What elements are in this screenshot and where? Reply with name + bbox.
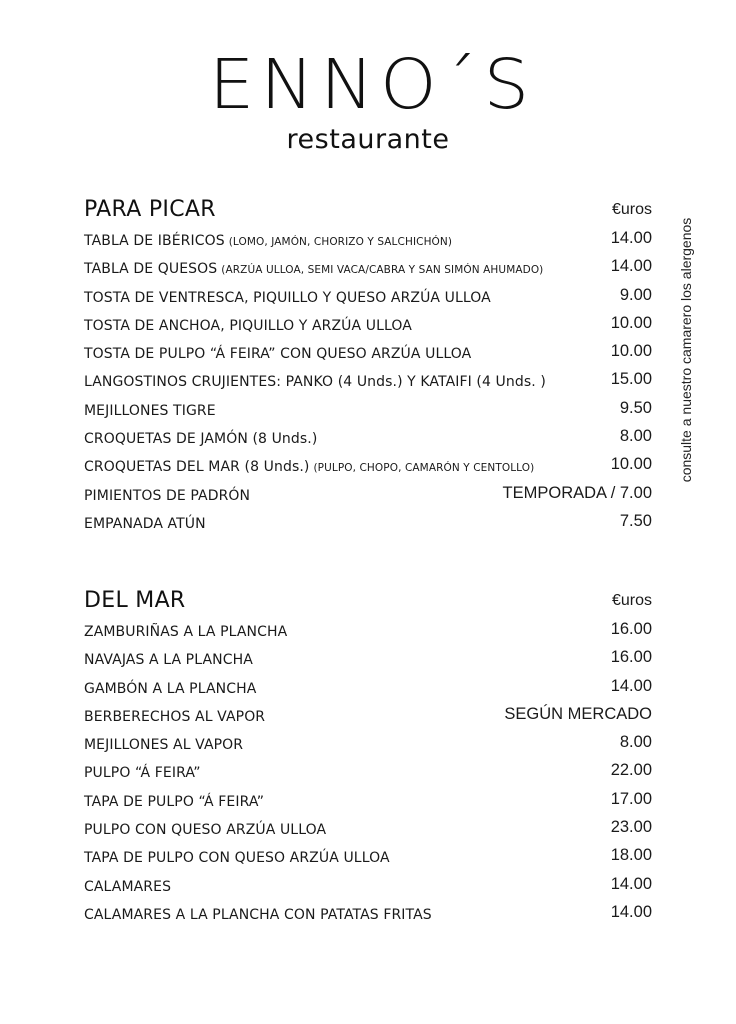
- menu-item-title: EMPANADA ATÚN: [84, 515, 206, 532]
- menu-item-title: MEJILLONES AL VAPOR: [84, 737, 244, 754]
- menu-item-name: [84, 289, 491, 307]
- menu-item: [84, 254, 652, 282]
- menu-item: [84, 872, 652, 900]
- menu-item-price: 10.00: [610, 455, 652, 474]
- menu-item-price: 23.00: [610, 818, 652, 837]
- menu-item-name: [84, 651, 253, 669]
- menu-item: [84, 730, 652, 758]
- menu-item: [84, 396, 652, 424]
- menu-item-name: [84, 764, 201, 782]
- menu-item-title: LANGOSTINOS CRUJIENTES: PANKO (4 Unds.) Y KATAIFI (4 Unds. ): [84, 374, 546, 391]
- menu-item-name: [84, 515, 206, 533]
- menu-item: [84, 702, 652, 730]
- menu-item: [84, 226, 652, 254]
- menu-item: [84, 900, 652, 928]
- menu-item-title: TAPA DE PULPO “Á FEIRA”: [84, 793, 265, 810]
- menu-item-price: 14.00: [610, 676, 652, 695]
- menu-item-name: [84, 623, 287, 641]
- menu-item-name: [84, 458, 534, 477]
- restaurant-name: ENNO´S: [208, 44, 536, 124]
- menu-item-title: GAMBÓN A LA PLANCHA: [84, 680, 257, 697]
- menu-item-price: SEGÚN MERCADO: [504, 704, 652, 723]
- section-header: [84, 587, 652, 617]
- menu-item: [84, 339, 652, 367]
- menu-item: [84, 758, 652, 786]
- menu-item-name: [84, 402, 216, 420]
- menu-item-title: TOSTA DE ANCHOA, PIQUILLO Y ARZÚA ULLOA: [84, 317, 412, 334]
- menu-item-name: [84, 232, 452, 251]
- menu-item: [84, 843, 652, 871]
- menu-item-title: CALAMARES: [84, 878, 172, 895]
- menu-item-title: TABLA DE IBÉRICOS: [84, 233, 225, 249]
- menu-item: [84, 424, 652, 452]
- menu-item-price: 14.00: [610, 874, 652, 893]
- menu-item-list: [84, 226, 652, 537]
- menu-item-price: TEMPORADA / 7.00: [502, 483, 652, 502]
- currency-label: €uros: [611, 592, 652, 609]
- allergen-notice: consulte a nuestro camarero los alergenos: [678, 217, 694, 483]
- menu-item-name: [84, 260, 543, 279]
- menu-item: [84, 509, 652, 537]
- menu-item-title: TOSTA DE PULPO “Á FEIRA” CON QUESO ARZÚA ULLOA: [84, 346, 472, 363]
- menu-item: [84, 311, 652, 339]
- menu-item-price: 16.00: [610, 620, 652, 638]
- menu-item-list: [84, 617, 652, 928]
- menu-item-title: NAVAJAS A LA PLANCHA: [84, 652, 253, 669]
- restaurant-subtitle: restaurante: [286, 124, 450, 155]
- menu-item-price: 14.00: [610, 229, 652, 247]
- section-header: [84, 196, 652, 226]
- menu-item: [84, 617, 652, 645]
- currency-label: €uros: [611, 201, 652, 218]
- menu-item: [84, 481, 652, 509]
- restaurant-logo: [0, 44, 736, 156]
- menu-item-price: 17.00: [610, 789, 652, 808]
- menu-item-name: [84, 430, 317, 448]
- menu-item-price: 22.00: [610, 761, 652, 780]
- menu-item-price: 14.00: [610, 257, 652, 276]
- section-title: DEL MAR: [84, 588, 186, 613]
- section-title: PARA PICAR: [84, 197, 216, 222]
- menu-item-title: TAPA DE PULPO CON QUESO ARZÚA ULLOA: [84, 850, 390, 867]
- menu-item-title: CROQUETAS DEL MAR (8 Unds.): [84, 459, 310, 476]
- menu-item-title: BERBERECHOS AL VAPOR: [84, 708, 266, 725]
- menu-item-price: 18.00: [610, 846, 652, 865]
- menu-item-name: [84, 878, 171, 896]
- menu-item-note: (ARZÚA ULLOA, SEMI VACA/CABRA Y SAN SIMÓN AHUMADO): [221, 264, 544, 277]
- menu-item-name: [84, 317, 412, 335]
- menu-item-price: 8.00: [619, 427, 652, 446]
- menu-item-title: PIMIENTOS DE PADRÓN: [84, 487, 251, 504]
- menu-item: [84, 815, 652, 843]
- menu-item-price: 10.00: [610, 313, 652, 332]
- menu-item-title: PULPO “Á FEIRA”: [84, 765, 201, 782]
- menu-item-price: 10.00: [610, 342, 652, 361]
- menu-item: [84, 367, 652, 395]
- menu-item-name: [84, 345, 471, 363]
- menu-item-name: [84, 821, 326, 839]
- menu-item-price: 16.00: [610, 648, 652, 667]
- menu-item-title: CROQUETAS DE JAMÓN (8 Unds.): [84, 431, 318, 448]
- menu-item-price: 9.00: [619, 285, 652, 304]
- menu-item-name: [84, 373, 546, 391]
- menu-item: [84, 452, 652, 480]
- menu-item-name: [84, 708, 265, 726]
- menu-item-name: [84, 680, 256, 698]
- menu-item-title: CALAMARES A LA PLANCHA CON PATATAS FRITAS: [84, 906, 432, 923]
- menu-item: [84, 674, 652, 702]
- menu-item-title: TOSTA DE VENTRESCA, PIQUILLO Y QUESO ARZÚA ULLOA: [84, 289, 491, 306]
- menu-item: [84, 645, 652, 673]
- menu-item-price: 15.00: [610, 370, 652, 389]
- menu-item-title: PULPO CON QUESO ARZÚA ULLOA: [84, 822, 327, 839]
- menu-item-note: (LOMO, JAMÓN, CHORIZO Y SALCHICHÓN): [228, 236, 453, 248]
- menu-item-price: 9.50: [619, 398, 652, 417]
- menu-item-price: 14.00: [610, 902, 652, 921]
- menu-section-del-mar: [84, 587, 652, 928]
- menu-item-name: [84, 849, 390, 867]
- menu-item-name: [84, 487, 250, 505]
- menu-item-title: ZAMBURIÑAS A LA PLANCHA: [84, 624, 288, 640]
- menu-item-note: (PULPO, CHOPO, CAMARÓN Y CENTOLLO): [313, 462, 535, 475]
- menu-item: [84, 283, 652, 311]
- menu-item: [84, 787, 652, 815]
- menu-item-name: [84, 793, 264, 811]
- menu-item-price: 8.00: [619, 733, 652, 752]
- menu-item-name: [84, 906, 432, 924]
- menu-item-title: TABLA DE QUESOS: [84, 261, 218, 278]
- menu-section-para-picar: [84, 196, 652, 537]
- menu-item-title: MEJILLONES TIGRE: [84, 402, 216, 419]
- menu-item-name: [84, 736, 243, 754]
- menu-item-price: 7.50: [619, 511, 652, 530]
